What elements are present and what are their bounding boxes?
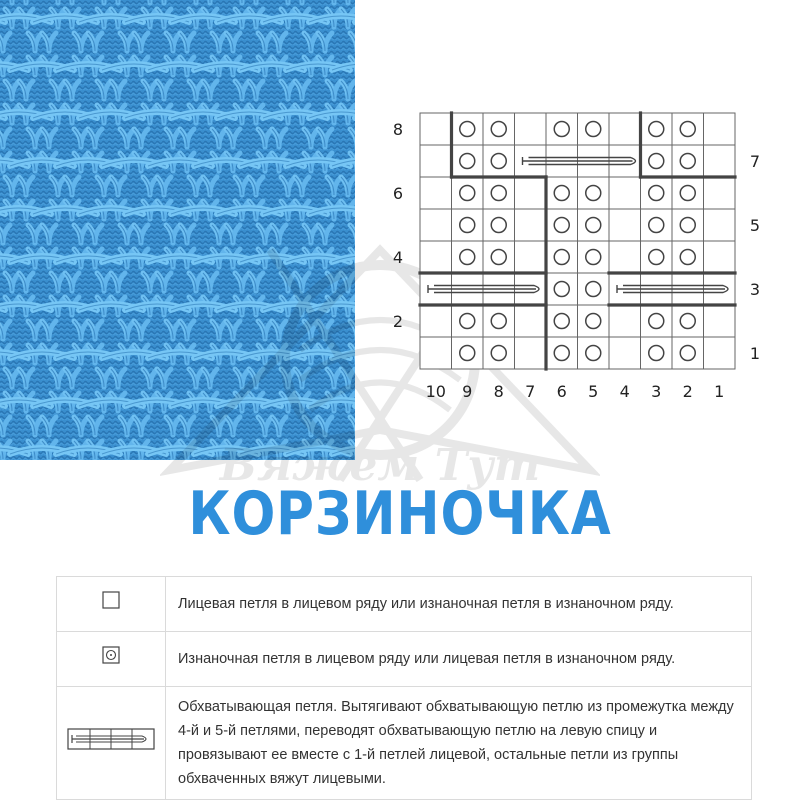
column-number: 1 bbox=[714, 382, 725, 401]
column-number: 8 bbox=[493, 382, 504, 401]
circle-square-symbol bbox=[57, 632, 166, 687]
chart-cell bbox=[641, 209, 673, 241]
chart-cell bbox=[483, 113, 515, 145]
symbol-legend bbox=[56, 576, 752, 800]
legend-row bbox=[57, 632, 752, 687]
column-number: 4 bbox=[619, 382, 630, 401]
chart-cell bbox=[672, 177, 704, 209]
column-number: 10 bbox=[425, 382, 446, 401]
knitted-fabric-photo bbox=[0, 0, 355, 460]
column-number: 3 bbox=[651, 382, 662, 401]
legend-text: Обхватывающая петля. Вытягивают обхватывающую петлю из промежутка между 4-й и 5-й петлями, переводят обхватывающую петлю на левую спицу и провязывают ее вместе с 1-й петлей лицевой, остальные петли из группы обхваченных вяжут лицевыми. bbox=[166, 687, 752, 800]
pattern-title: КОРЗИНОЧКА bbox=[188, 479, 612, 549]
chart-cell bbox=[420, 209, 452, 241]
chart-cell bbox=[515, 241, 547, 273]
chart-cell bbox=[420, 177, 452, 209]
chart-cell bbox=[515, 113, 547, 145]
legend-row bbox=[57, 577, 752, 632]
chart-cell bbox=[515, 177, 547, 209]
legend-text: Лицевая петля в лицевом ряду или изнаночная петля в изнаночном ряду. bbox=[166, 577, 752, 632]
column-number: 9 bbox=[462, 382, 473, 401]
chart-cell bbox=[609, 113, 641, 145]
legend-text: Изнаночная петля в лицевом ряду или лицевая петля в изнаночном ряду. bbox=[166, 632, 752, 687]
chart-cell bbox=[609, 241, 641, 273]
chart-cell bbox=[483, 145, 515, 177]
chart-cell bbox=[546, 273, 578, 305]
row-number-left: 8 bbox=[392, 120, 404, 139]
chart-cell bbox=[704, 241, 736, 273]
chart-cell bbox=[609, 209, 641, 241]
empty-square-symbol bbox=[57, 577, 166, 632]
chart-cell bbox=[452, 113, 484, 145]
row-number-right: 3 bbox=[749, 280, 761, 299]
chart-cell bbox=[515, 209, 547, 241]
chart-cell bbox=[672, 145, 704, 177]
row-number-right: 5 bbox=[749, 216, 761, 235]
chart-cell bbox=[420, 337, 452, 369]
chart-cell bbox=[452, 145, 484, 177]
chart-cell bbox=[452, 305, 484, 337]
wrap-loop-symbol bbox=[57, 687, 166, 800]
chart-cell bbox=[578, 209, 610, 241]
chart-cell bbox=[452, 209, 484, 241]
wrap-loop bbox=[523, 157, 636, 165]
chart-cell bbox=[483, 241, 515, 273]
row-number-left: 4 bbox=[392, 248, 404, 267]
chart-cell bbox=[704, 337, 736, 369]
chart-cell bbox=[515, 337, 547, 369]
chart-cell bbox=[704, 177, 736, 209]
chart-cell bbox=[704, 209, 736, 241]
chart-cell bbox=[452, 241, 484, 273]
chart-cell bbox=[483, 209, 515, 241]
chart-cell bbox=[578, 337, 610, 369]
column-number: 7 bbox=[525, 382, 536, 401]
chart-cell bbox=[452, 177, 484, 209]
chart-cell bbox=[609, 305, 641, 337]
chart-cell bbox=[704, 113, 736, 145]
row-number-left: 2 bbox=[392, 312, 404, 331]
column-number: 2 bbox=[682, 382, 693, 401]
watermark-text: Вяжем Тут bbox=[219, 440, 541, 491]
chart-cell bbox=[483, 177, 515, 209]
chart-cell bbox=[420, 113, 452, 145]
chart-cell bbox=[609, 177, 641, 209]
knitting-chart bbox=[380, 105, 780, 405]
chart-cell bbox=[515, 305, 547, 337]
chart-cell bbox=[609, 337, 641, 369]
chart-cell bbox=[546, 241, 578, 273]
legend-row bbox=[57, 687, 752, 800]
chart-cell bbox=[546, 113, 578, 145]
chart-cell bbox=[420, 145, 452, 177]
chart-cell bbox=[641, 113, 673, 145]
chart-cell bbox=[578, 177, 610, 209]
chart-cell bbox=[546, 177, 578, 209]
chart-cell bbox=[420, 305, 452, 337]
row-number-right: 1 bbox=[749, 344, 761, 363]
row-number-left: 6 bbox=[392, 184, 404, 203]
chart-cell bbox=[641, 337, 673, 369]
chart-cell bbox=[578, 305, 610, 337]
chart-cell bbox=[452, 337, 484, 369]
chart-cell bbox=[578, 113, 610, 145]
column-number: 6 bbox=[556, 382, 567, 401]
chart-cell bbox=[641, 305, 673, 337]
chart-cell bbox=[483, 305, 515, 337]
chart-cell bbox=[578, 241, 610, 273]
chart-cell bbox=[704, 305, 736, 337]
row-number-right: 7 bbox=[749, 152, 761, 171]
chart-cell bbox=[546, 305, 578, 337]
chart-cell bbox=[546, 337, 578, 369]
chart-cell bbox=[672, 337, 704, 369]
chart-cell bbox=[672, 113, 704, 145]
chart-cell bbox=[672, 241, 704, 273]
chart-cell bbox=[672, 305, 704, 337]
chart-cell bbox=[641, 177, 673, 209]
chart-cell bbox=[420, 241, 452, 273]
chart-cell bbox=[672, 209, 704, 241]
chart-cell bbox=[546, 209, 578, 241]
chart-cell bbox=[704, 145, 736, 177]
chart-cell bbox=[483, 337, 515, 369]
chart-cell bbox=[578, 273, 610, 305]
column-number: 5 bbox=[588, 382, 599, 401]
chart-cell bbox=[641, 145, 673, 177]
chart-cell bbox=[641, 241, 673, 273]
